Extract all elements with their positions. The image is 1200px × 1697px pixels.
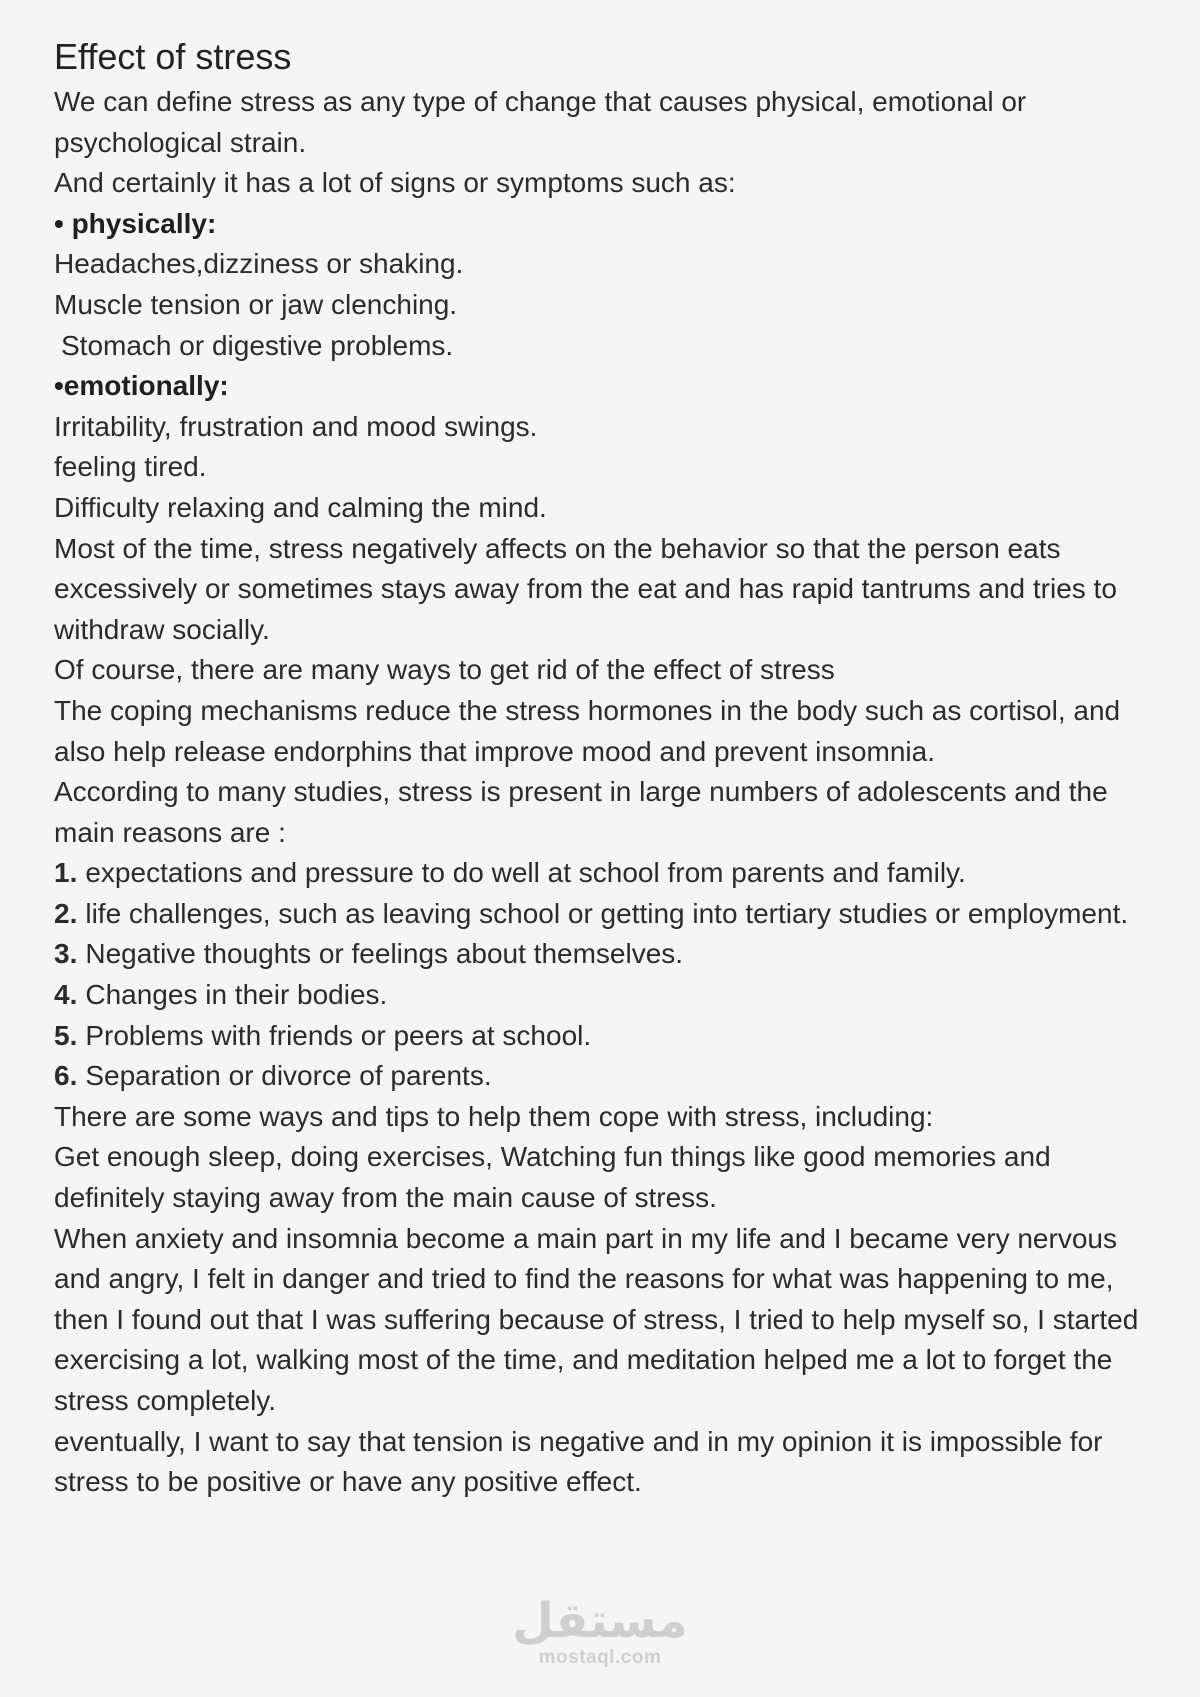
reason-text: expectations and pressure to do well at school from parents and family. <box>85 857 966 889</box>
closing-paragraph: eventually, I want to say that tension is negative and in my opinion it is impossible for stress to be positive or have any positive effect. <box>54 1425 1103 1498</box>
closing-paragraph: When anxiety and insomnia become a main part in my life and I became very nervous and angry, I felt in danger and tried to find the reasons for what was happening to me, then I found out that I was suffering because of stress, I tried to help myself so, I started exercising a lot, walking most of the time, and meditation helped me a lot to forget the stress completely. <box>54 1222 1139 1416</box>
body-paragraph: Of course, there are many ways to get rid of the effect of stress <box>54 654 835 686</box>
reason-text: life challenges, such as leaving school or getting into tertiary studies or employment. <box>85 897 1129 929</box>
reason-number: 2. <box>54 897 78 929</box>
reason-number: 4. <box>54 979 78 1011</box>
reason-item <box>54 934 1154 975</box>
physical-symptom: Stomach or digestive problems. <box>61 329 454 361</box>
emotional-heading: •emotionally: <box>54 370 229 402</box>
reason-number: 5. <box>54 1019 78 1051</box>
body-paragraph: The coping mechanisms reduce the stress hormones in the body such as cortisol, and also help release endorphins that improve mood and prevent insomnia. <box>54 694 1121 767</box>
intro-paragraph: And certainly it has a lot of signs or symptoms such as: <box>54 167 736 199</box>
reason-number: 3. <box>54 938 78 970</box>
document-body <box>54 32 1154 1503</box>
reason-item <box>54 853 1154 894</box>
reason-item <box>54 894 1154 935</box>
reason-text: Problems with friends or peers at school. <box>85 1019 592 1051</box>
body-paragraph: Most of the time, stress negatively affects on the behavior so that the person eats excessively or sometimes stays away from the eat and has rapid tantrums and tries to withdraw socially. <box>54 532 1117 645</box>
page-title: Effect of stress <box>54 36 292 77</box>
reason-item <box>54 1056 1154 1097</box>
reason-number: 1. <box>54 857 78 889</box>
reason-item <box>54 1016 1154 1057</box>
reason-text: Separation or divorce of parents. <box>85 1060 492 1092</box>
closing-paragraph: There are some ways and tips to help them cope with stress, including: <box>54 1100 934 1132</box>
watermark-logo: مستقل <box>512 1593 688 1649</box>
physical-symptom: Headaches,dizziness or shaking. <box>54 248 464 280</box>
body-paragraph: According to many studies, stress is present in large numbers of adolescents and the main reasons are : <box>54 776 1108 848</box>
watermark-site: mostaql.com <box>538 1647 662 1668</box>
closing-paragraph: Get enough sleep, doing exercises, Watching fun things like good memories and definitely staying away from the main cause of stress. <box>54 1141 1051 1214</box>
reason-item <box>54 975 1154 1016</box>
reason-number: 6. <box>54 1060 78 1092</box>
emotional-symptom: feeling tired. <box>54 451 207 483</box>
reason-text: Changes in their bodies. <box>85 979 388 1011</box>
intro-paragraph: We can define stress as any type of change that causes physical, emotional or psychological strain. <box>54 86 1027 158</box>
physical-symptom: Muscle tension or jaw clenching. <box>54 288 458 320</box>
physical-heading: • physically: <box>54 207 217 239</box>
watermark <box>0 1595 1200 1669</box>
reason-text: Negative thoughts or feelings about themselves. <box>85 938 684 970</box>
emotional-symptom: Difficulty relaxing and calming the mind. <box>54 491 547 523</box>
emotional-symptom: Irritability, frustration and mood swings. <box>54 410 538 442</box>
